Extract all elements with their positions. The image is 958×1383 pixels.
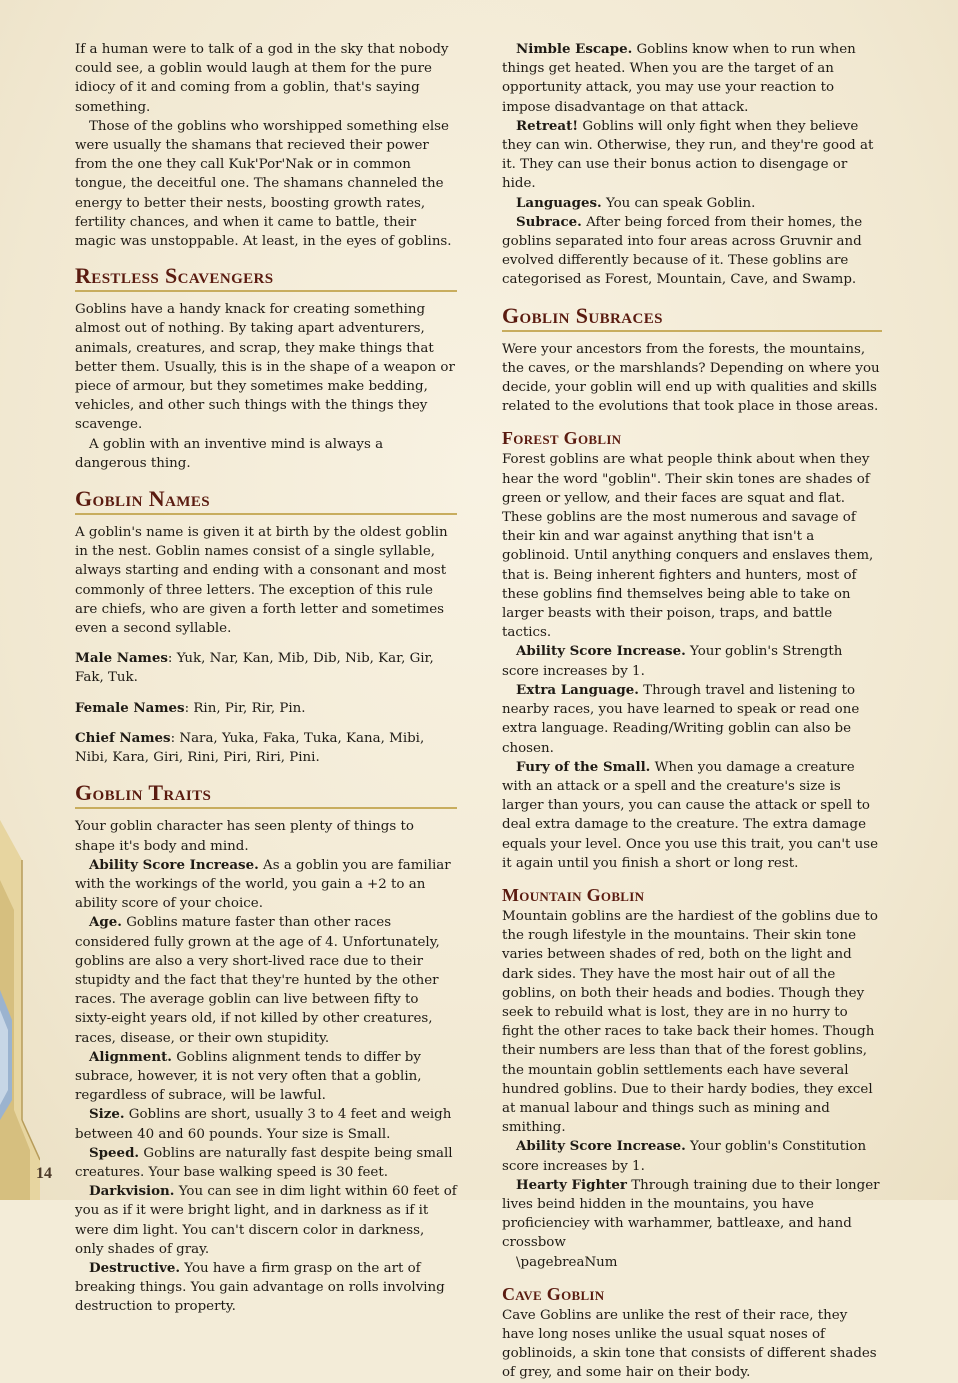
forest-extra-text: Through travel and listening to nearby races, you have learned to speak or read one extra language. Reading/Writing goblin can also be chosen. bbox=[502, 682, 860, 756]
female-names-text: : Rin, Pir, Rir, Pin. bbox=[184, 700, 306, 716]
left-column bbox=[75, 40, 457, 1317]
forest-asi bbox=[502, 642, 882, 680]
page-number: 14 bbox=[36, 1165, 52, 1182]
trait-languages-label: Languages. bbox=[516, 194, 602, 211]
heading-goblin-traits: Goblin Traits bbox=[75, 780, 457, 809]
trait-destructive-text: You have a firm grasp on the art of breaking things. You gain advantage on rolls involving destruction to property. bbox=[75, 1260, 445, 1315]
trait-languages bbox=[502, 194, 882, 213]
trait-nimble-escape bbox=[502, 40, 882, 117]
female-names bbox=[75, 699, 457, 718]
intro-paragraph-2: Those of the goblins who worshipped something else were usually the shamans that recieved their power from the one they call Kuk'Por'Nak or in common tongue, the deceitful one. The shamans channeled the energy to better their nests, boosting growth rates, fertility chances, and when it came to battle, their magic was unstoppable. At least, in the eyes of goblins. bbox=[75, 118, 452, 250]
mountain-asi bbox=[502, 1137, 882, 1175]
pagebreak-marker: \pagebreaNum bbox=[516, 1254, 618, 1270]
heading-restless-scavengers: Restless Scavengers bbox=[75, 263, 457, 292]
mountain-paragraph: Mountain goblins are the hardiest of the goblins due to the rough lifestyle in the mountains. Their skin tone varies between shades of red, both on the light and dark sides. They have the most hair out of all the goblins, on both their heads and bodies. Though they seek to rebuild what is lost, they are in no hurry to fight the other races to take back their homes. Though their numbers are less than that of the forest goblins, the mountain goblin settlements each have several hundred goblins. Due to their hardy bodies, they excel at manual labour and things such as mining and smithing. bbox=[502, 908, 878, 1136]
names-paragraph: A goblin's name is given it at birth by the oldest goblin in the nest. Goblin names consist of a single syllable, always starting and ending with a consonant and most commonly of three letters. The exception of this rule are chiefs, who are given a forth letter and sometimes even a second syllable. bbox=[75, 525, 448, 637]
trait-size bbox=[75, 1105, 457, 1143]
mountain-asi-text: Your goblin's Constitution score increases by 1. bbox=[502, 1139, 867, 1174]
mountain-hearty-label: Hearty Fighter bbox=[516, 1176, 627, 1193]
trait-alignment bbox=[75, 1048, 457, 1106]
mountain-hearty-text: Through training due to their longer lives beind hidden in the mountains, you have proficienciey with warhammer, battleaxe, and hand crossbow bbox=[502, 1177, 880, 1251]
traits-intro: Your goblin character has seen plenty of things to shape it's body and mind. bbox=[75, 819, 414, 854]
trait-asi bbox=[75, 856, 457, 914]
trait-speed bbox=[75, 1144, 457, 1182]
male-names-text: : Yuk, Nar, Kan, Mib, Dib, Nib, Kar, Gir, Fak, Tuk. bbox=[75, 651, 434, 686]
forest-fury-label: Fury of the Small. bbox=[516, 758, 651, 775]
trait-nimble-label: Nimble Escape. bbox=[516, 41, 633, 57]
trait-alignment-label: Alignment. bbox=[89, 1048, 172, 1065]
forest-fury-text: When you damage a creature with an attack or a spell and the creature's size is larger than yours, you can cause the attack or spell to deal extra damage to the creature. The extra damage equals your level. Once you use this trait, you can't use it again until you finish a short or long rest. bbox=[502, 759, 879, 871]
trait-age-label: Age. bbox=[89, 914, 122, 931]
forest-extra-label: Extra Language. bbox=[516, 681, 639, 698]
trait-subrace-label: Subrace. bbox=[516, 213, 582, 230]
trait-speed-label: Speed. bbox=[89, 1144, 140, 1161]
heading-mountain-goblin: Mountain Goblin bbox=[502, 884, 645, 905]
heading-cave-goblin: Cave Goblin bbox=[502, 1283, 605, 1304]
forest-extra-language bbox=[502, 681, 882, 758]
chief-names-text: : Nara, Yuka, Faka, Tuka, Kana, Mibi, Nibi, Kara, Giri, Rini, Piri, Riri, Pini. bbox=[75, 730, 425, 766]
trait-retreat-label: Retreat! bbox=[516, 117, 579, 134]
intro-paragraph-1: If a human were to talk of a god in the sky that nobody could see, a goblin would laugh at them for the pure idiocy of it and coming from a goblin, that's saying something. bbox=[75, 42, 449, 115]
trait-nimble-text: Goblins know when to run when things get heated. When you are the target of an opportunity attack, you may use your reaction to impose disadvantage on that attack. bbox=[502, 42, 856, 115]
trait-darkvision-text: You can see in dim light within 60 feet of you as if it were bright light, and in darkness as if it were dim light. You can't discern color in darkness, only shades of gray. bbox=[75, 1184, 457, 1257]
cave-paragraph: Cave Goblins are unlike the rest of their race, they have long noses unlike the usual squat noses of goblinoids, a skin tone that consists of different shades of grey, and some hair on their body. bbox=[502, 1307, 877, 1381]
forest-asi-label: Ability Score Increase. bbox=[516, 643, 686, 660]
forest-asi-text: Your goblin's Strength score increases by 1. bbox=[502, 644, 843, 679]
forest-fury-of-the-small bbox=[502, 758, 882, 873]
trait-alignment-text: Goblins alignment tends to differ by subrace, however, it is not very often that a goblin, regardless of subrace, will be lawful. bbox=[75, 1049, 422, 1104]
trait-languages-text: You can speak Goblin. bbox=[601, 195, 756, 211]
heading-goblin-subraces: Goblin Subraces bbox=[502, 303, 882, 332]
trait-age-text: Goblins mature faster than other races considered fully grown at the age of 4. Unfortunately, goblins are also a very short-lived race due to their stupidty and the fact that they're hunted by the other races. The average goblin can live between fifty to sixty-eight years old, if not killed by other creatures, races, disease, or their own stupidity. bbox=[75, 915, 440, 1046]
restless-paragraph-2: A goblin with an inventive mind is always a dangerous thing. bbox=[75, 436, 384, 471]
heading-forest-goblin: Forest Goblin bbox=[502, 428, 622, 449]
trait-speed-text: Goblins are naturally fast despite being small creatures. Your base walking speed is 30 feet. bbox=[75, 1145, 453, 1180]
heading-goblin-names: Goblin Names bbox=[75, 486, 457, 515]
trait-age bbox=[75, 913, 457, 1047]
trait-asi-label: Ability Score Increase. bbox=[89, 856, 259, 873]
female-names-label: Female Names bbox=[75, 699, 185, 716]
trait-retreat bbox=[502, 117, 882, 194]
trait-asi-text: As a goblin you are familiar with the workings of the world, you gain a +2 to an ability score of your choice. bbox=[75, 857, 451, 912]
trait-subrace-text: After being forced from their homes, the goblins separated into four areas across Gruvnir and evolved differently because of it. These goblins are categorised as Forest, Mountain, Cave, and Swamp. bbox=[502, 214, 863, 288]
trait-destructive bbox=[75, 1259, 457, 1317]
male-names-label: Male Names bbox=[75, 650, 168, 667]
trait-subrace bbox=[502, 213, 882, 290]
trait-darkvision bbox=[75, 1182, 457, 1259]
trait-darkvision-label: Darkvision. bbox=[89, 1183, 175, 1200]
male-names bbox=[75, 649, 457, 687]
subraces-paragraph: Were your ancestors from the forests, the mountains, the caves, or the marshlands? Depending on where you decide, your goblin will end up with qualities and skills related to the evolutions that took place in those areas. bbox=[502, 341, 880, 415]
restless-paragraph-1: Goblins have a handy knack for creating something almost out of nothing. By taking apart adventurers, animals, creatures, and scrap, they make things that better them. Usually, this is in the shape of a weapon or piece of armour, but they sometimes make bedding, vehicles, and other such things with the things they scavenge. bbox=[75, 302, 455, 433]
right-column bbox=[502, 40, 882, 1383]
forest-paragraph: Forest goblins are what people think about when they hear the word "goblin". Their skin tones are shades of green or yellow, and their faces are squat and flat. These goblins are the most numerous and savage of their kin and war against anything that isn't a goblinoid. Until anything conquers and enslaves them, that is. Being inherent fighters and hunters, most of these goblins find themselves being able to take on larger beasts with their poison, traps, and battle tactics. bbox=[502, 452, 874, 641]
chief-names bbox=[75, 729, 457, 767]
trait-size-label: Size. bbox=[89, 1106, 125, 1123]
trait-destructive-label: Destructive. bbox=[89, 1259, 181, 1276]
trait-size-text: Goblins are short, usually 3 to 4 feet and weigh between 40 and 60 pounds. Your size is Small. bbox=[75, 1107, 452, 1142]
mountain-hearty-fighter bbox=[502, 1176, 882, 1253]
trait-retreat-text: Goblins will only fight when they believe they can win. Otherwise, they run, and they're good at it. They can use their bonus action to disengage or hide. bbox=[502, 118, 874, 192]
mountain-asi-label: Ability Score Increase. bbox=[516, 1138, 686, 1155]
corner-ornament bbox=[0, 820, 40, 1200]
chief-names-label: Chief Names bbox=[75, 729, 171, 746]
